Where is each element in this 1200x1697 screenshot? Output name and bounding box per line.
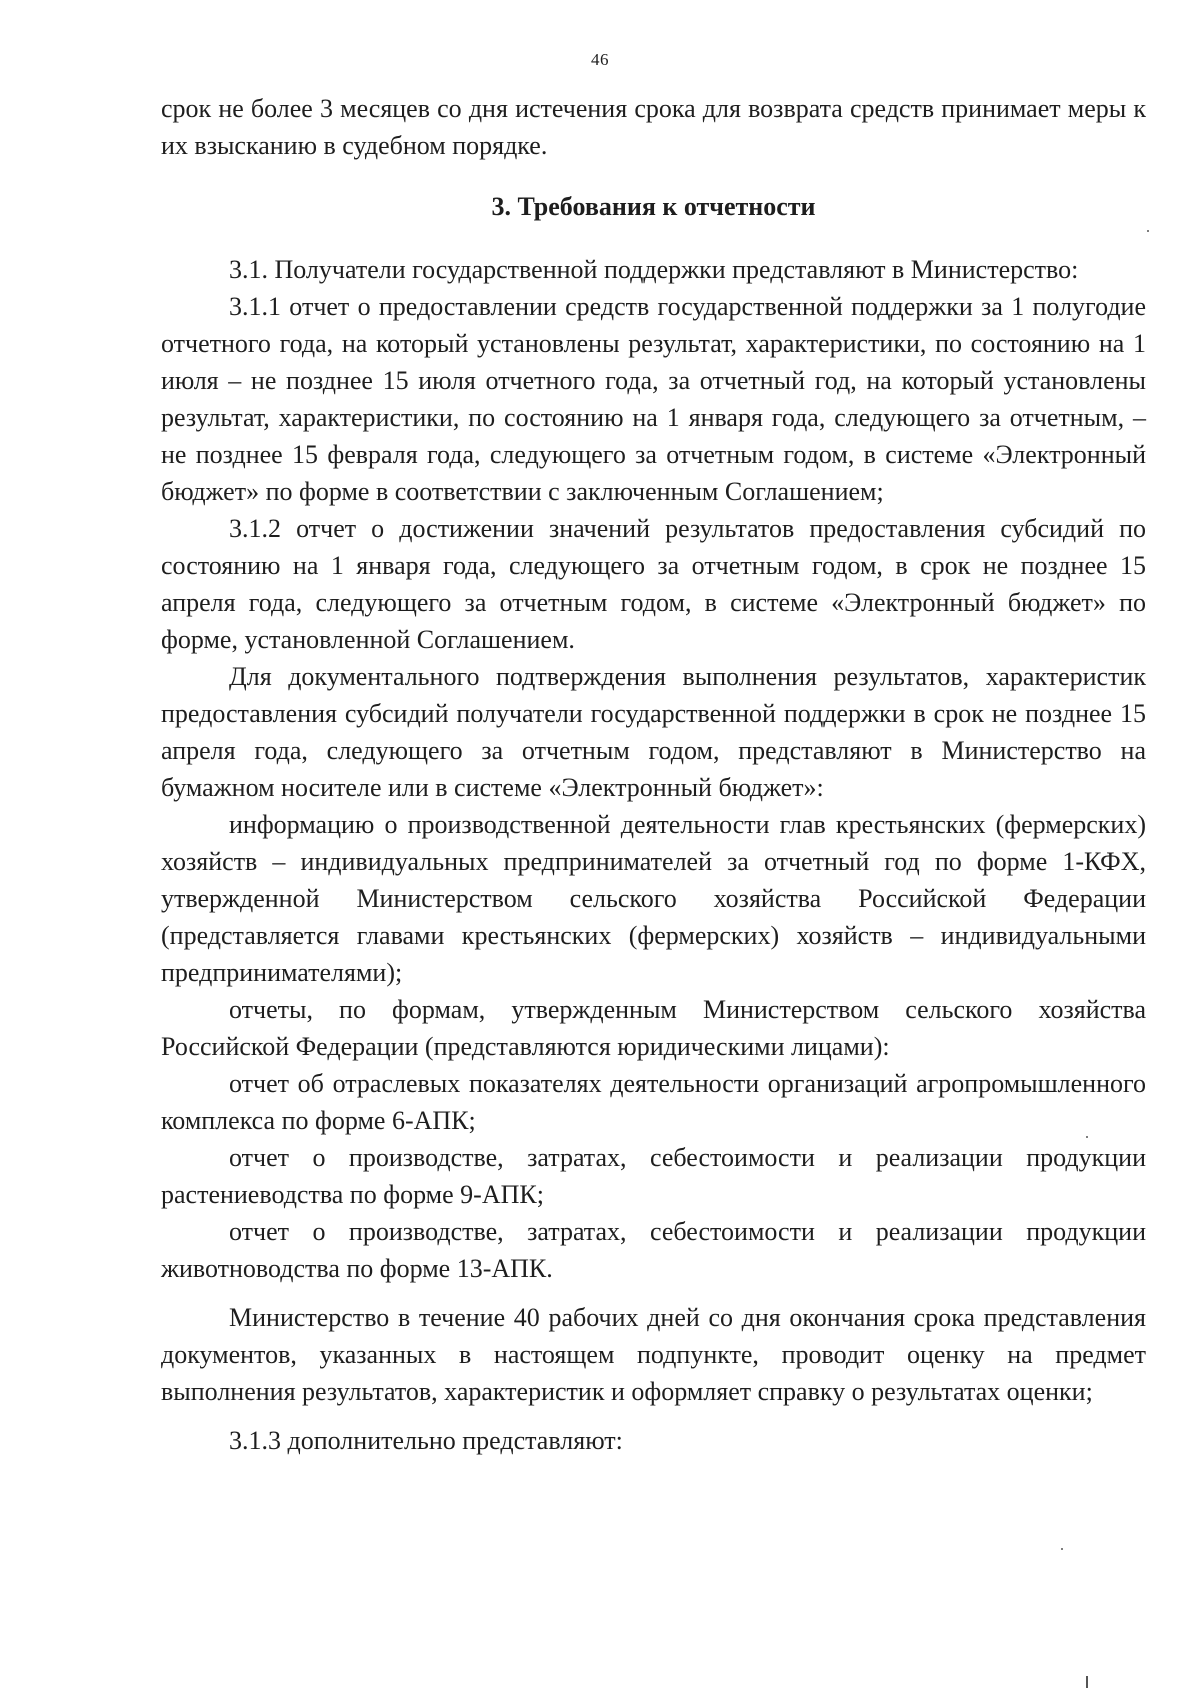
paragraph-3-1-3: 3.1.3 дополнительно представляют: xyxy=(229,1426,623,1455)
intro-paragraph: срок не более 3 месяцев со дня истечения срока для возврата средств принимает меры к их взысканию в судебном порядке. xyxy=(161,94,1146,160)
paragraph-reports-forms: отчеты, по формам, утвержденным Министерством сельского хозяйства Российской Федерации (представляются юридическими лицами): xyxy=(161,995,1146,1061)
paragraph-report-9-apk: отчет о производстве, затратах, себестоимости и реализации продукции растениеводства по форме 9-АПК; xyxy=(161,1143,1146,1209)
paragraph-3-1-1: 3.1.1 отчет о предоставлении средств государственной поддержки за 1 полугодие отчетного года, на который установлены результат, характеристики, по состоянию на 1 июля – не позднее 15 июля отчетного года, за отчетный год, на который установлены результат, характеристики, по состоянию на 1 января года, следующего за отчетным, – не позднее 15 февраля года, следующего за отчетным годом, в системе «Электронный бюджет» по форме в соответствии с заключенным Соглашением; xyxy=(161,292,1146,506)
paragraph-3-1-2: 3.1.2 отчет о достижении значений результатов предоставления субсидий по состоянию на 1 января года, следующего за отчетным годом, в срок не позднее 15 апреля года, следующего за отчетным годом, в системе «Электронный бюджет» по форме, установленной Соглашением. xyxy=(161,514,1146,654)
section-title: 3. Требования к отчетности xyxy=(491,192,816,221)
document-body xyxy=(161,90,1146,1459)
scan-speck xyxy=(1147,230,1149,232)
page-number: 46 xyxy=(591,50,609,69)
scan-speck xyxy=(1061,1548,1063,1550)
scan-speck xyxy=(1086,1676,1088,1688)
paragraph-documentary-confirmation: Для документального подтверждения выполнения результатов, характеристик предоставления субсидий получатели государственной поддержки в срок не позднее 15 апреля года, следующего за отчетным годом, представляют в Министерство на бумажном носителе или в системе «Электронный бюджет»: xyxy=(161,662,1146,802)
paragraph-report-13-apk: отчет о производстве, затратах, себестоимости и реализации продукции животноводства по форме 13-АПК. xyxy=(161,1217,1146,1283)
scan-speck xyxy=(1086,1136,1088,1138)
paragraph-kfh-info: информацию о производственной деятельности глав крестьянских (фермерских) хозяйств – индивидуальных предпринимателей за отчетный год по форме 1-КФХ, утвержденной Министерством сельского хозяйства Российской Федерации (представляется главами крестьянских (фермерских) хозяйств – индивидуальными предпринимателями); xyxy=(161,810,1146,987)
paragraph-report-6-apk: отчет об отраслевых показателях деятельности организаций агропромышленного комплекса по форме 6-АПК; xyxy=(161,1069,1146,1135)
paragraph-ministry-evaluation: Министерство в течение 40 рабочих дней со дня окончания срока представления документов, указанных в настоящем подпункте, проводит оценку на предмет выполнения результатов, характеристик и оформляет справку о результатах оценки; xyxy=(161,1303,1146,1406)
paragraph-3-1: 3.1. Получатели государственной поддержки представляют в Министерство: xyxy=(229,255,1079,284)
